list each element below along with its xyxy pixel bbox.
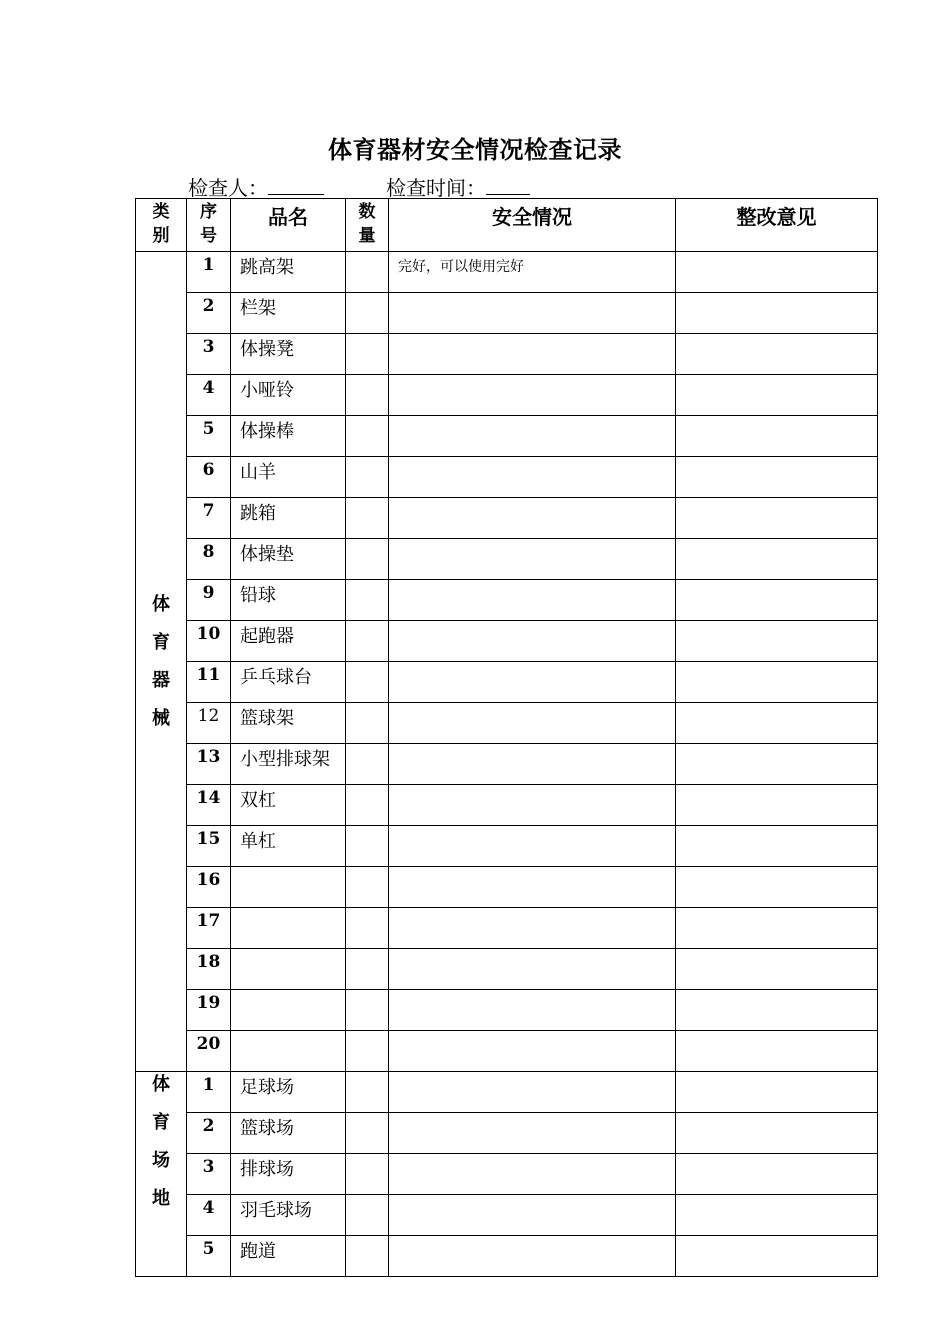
- table-row: [136, 662, 878, 703]
- safety-status-cell[interactable]: [389, 498, 676, 539]
- safety-status-cell[interactable]: [389, 744, 676, 785]
- quantity-cell[interactable]: [346, 334, 389, 375]
- rectification-cell[interactable]: [676, 1195, 878, 1236]
- quantity-cell[interactable]: [346, 1072, 389, 1113]
- rectification-cell[interactable]: [676, 744, 878, 785]
- rectification-cell[interactable]: [676, 1236, 878, 1277]
- safety-status-cell[interactable]: [389, 949, 676, 990]
- inspection-time-label: 检查时间：: [386, 176, 486, 200]
- quantity-cell[interactable]: [346, 1031, 389, 1072]
- item-name-cell[interactable]: 乒乓球台: [231, 662, 346, 703]
- safety-status-cell[interactable]: [389, 334, 676, 375]
- safety-status-cell[interactable]: [389, 293, 676, 334]
- table-row: [136, 375, 878, 416]
- safety-status-cell[interactable]: [389, 375, 676, 416]
- item-name-cell[interactable]: 栏架: [231, 293, 346, 334]
- item-name-cell[interactable]: 跳箱: [231, 498, 346, 539]
- quantity-cell[interactable]: [346, 457, 389, 498]
- rectification-cell[interactable]: [676, 1072, 878, 1113]
- safety-status-cell[interactable]: [389, 1031, 676, 1072]
- header-safety: 安全情况: [389, 199, 676, 252]
- quantity-cell[interactable]: [346, 908, 389, 949]
- rectification-cell[interactable]: [676, 1154, 878, 1195]
- inspector-label: 检查人：: [188, 176, 268, 200]
- item-name-cell[interactable]: 起跑器: [231, 621, 346, 662]
- quantity-cell[interactable]: [346, 662, 389, 703]
- quantity-cell[interactable]: [346, 1154, 389, 1195]
- table-row: [136, 744, 878, 785]
- table-row: [136, 1154, 878, 1195]
- quantity-cell[interactable]: [346, 416, 389, 457]
- quantity-cell[interactable]: [346, 826, 389, 867]
- table-row: [136, 334, 878, 375]
- inspection-table: [135, 198, 878, 1277]
- seq-cell: 9: [187, 580, 231, 621]
- quantity-cell[interactable]: [346, 703, 389, 744]
- quantity-cell[interactable]: [346, 293, 389, 334]
- seq-cell: 13: [187, 744, 231, 785]
- seq-cell: 2: [187, 1113, 231, 1154]
- safety-status-cell[interactable]: 完好，可以使用完好: [389, 252, 676, 293]
- seq-cell: 19: [187, 990, 231, 1031]
- item-name-cell[interactable]: 羽毛球场: [231, 1195, 346, 1236]
- category-cell: [136, 1072, 187, 1277]
- seq-cell: 12: [187, 703, 231, 744]
- rectification-cell[interactable]: [676, 457, 878, 498]
- item-name-cell[interactable]: 篮球架: [231, 703, 346, 744]
- rectification-cell[interactable]: [676, 949, 878, 990]
- table-row: [136, 1072, 878, 1113]
- seq-cell: 17: [187, 908, 231, 949]
- safety-status-cell[interactable]: [389, 539, 676, 580]
- table-header-row: [136, 199, 878, 252]
- table-row: [136, 539, 878, 580]
- seq-cell: 15: [187, 826, 231, 867]
- quantity-cell[interactable]: [346, 744, 389, 785]
- rectification-cell[interactable]: [676, 580, 878, 621]
- item-name-cell[interactable]: 小哑铃: [231, 375, 346, 416]
- seq-cell: 10: [187, 621, 231, 662]
- safety-status-cell[interactable]: [389, 621, 676, 662]
- header-category: 类别: [136, 199, 187, 252]
- seq-cell: 6: [187, 457, 231, 498]
- safety-status-cell[interactable]: [389, 580, 676, 621]
- rectification-cell[interactable]: [676, 867, 878, 908]
- seq-cell: 1: [187, 1072, 231, 1113]
- rectification-cell[interactable]: [676, 498, 878, 539]
- item-name-cell[interactable]: 单杠: [231, 826, 346, 867]
- inspection-meta: [188, 172, 530, 201]
- safety-status-cell[interactable]: [389, 1072, 676, 1113]
- rectification-cell[interactable]: [676, 375, 878, 416]
- seq-cell: 4: [187, 1195, 231, 1236]
- quantity-cell[interactable]: [346, 375, 389, 416]
- rectification-cell[interactable]: [676, 539, 878, 580]
- item-name-cell[interactable]: 铅球: [231, 580, 346, 621]
- quantity-cell[interactable]: [346, 949, 389, 990]
- header-name: 品名: [231, 199, 346, 252]
- safety-status-cell[interactable]: [389, 1113, 676, 1154]
- item-name-cell[interactable]: [231, 908, 346, 949]
- rectification-cell[interactable]: [676, 252, 878, 293]
- seq-cell: 7: [187, 498, 231, 539]
- header-seq: 序号: [187, 199, 231, 252]
- rectification-cell[interactable]: [676, 703, 878, 744]
- item-name-cell[interactable]: 体操棒: [231, 416, 346, 457]
- seq-cell: 5: [187, 1236, 231, 1277]
- rectification-cell[interactable]: [676, 416, 878, 457]
- item-name-cell[interactable]: 跑道: [231, 1236, 346, 1277]
- quantity-cell[interactable]: [346, 539, 389, 580]
- item-name-cell[interactable]: 双杠: [231, 785, 346, 826]
- header-rectify: 整改意见: [676, 199, 878, 252]
- item-name-cell[interactable]: 小型排球架: [231, 744, 346, 785]
- rectification-cell[interactable]: [676, 662, 878, 703]
- safety-status-cell[interactable]: [389, 990, 676, 1031]
- item-name-cell[interactable]: 山羊: [231, 457, 346, 498]
- table-row: [136, 621, 878, 662]
- item-name-cell[interactable]: [231, 1031, 346, 1072]
- quantity-cell[interactable]: [346, 1195, 389, 1236]
- safety-status-cell[interactable]: [389, 1195, 676, 1236]
- item-name-cell[interactable]: 体操凳: [231, 334, 346, 375]
- rectification-cell[interactable]: [676, 990, 878, 1031]
- inspection-time-blank[interactable]: [486, 174, 530, 195]
- item-name-cell[interactable]: 篮球场: [231, 1113, 346, 1154]
- seq-cell: 18: [187, 949, 231, 990]
- category-label: 体育场地: [152, 1074, 170, 1209]
- safety-status-cell[interactable]: [389, 867, 676, 908]
- seq-cell: 3: [187, 1154, 231, 1195]
- safety-status-cell[interactable]: [389, 908, 676, 949]
- table-row: [136, 990, 878, 1031]
- rectification-cell[interactable]: [676, 334, 878, 375]
- table-row: [136, 826, 878, 867]
- quantity-cell[interactable]: [346, 990, 389, 1031]
- table-row: [136, 416, 878, 457]
- safety-status-cell[interactable]: [389, 457, 676, 498]
- rectification-cell[interactable]: [676, 826, 878, 867]
- seq-cell: 16: [187, 867, 231, 908]
- table-row: [136, 949, 878, 990]
- inspector-blank[interactable]: [268, 174, 324, 195]
- item-name-cell[interactable]: [231, 949, 346, 990]
- table-row: [136, 908, 878, 949]
- seq-cell: 3: [187, 334, 231, 375]
- header-qty: 数量: [346, 199, 389, 252]
- category-cell: [136, 252, 187, 1072]
- seq-cell: 14: [187, 785, 231, 826]
- table-row: [136, 252, 878, 293]
- item-name-cell[interactable]: 体操垫: [231, 539, 346, 580]
- rectification-cell[interactable]: [676, 1031, 878, 1072]
- table-row: [136, 293, 878, 334]
- seq-cell: 20: [187, 1031, 231, 1072]
- safety-status-cell[interactable]: [389, 703, 676, 744]
- table-row: [136, 703, 878, 744]
- quantity-cell[interactable]: [346, 252, 389, 293]
- item-name-cell[interactable]: [231, 990, 346, 1031]
- seq-cell: 5: [187, 416, 231, 457]
- seq-cell: 1: [187, 252, 231, 293]
- quantity-cell[interactable]: [346, 1236, 389, 1277]
- quantity-cell[interactable]: [346, 498, 389, 539]
- quantity-cell[interactable]: [346, 867, 389, 908]
- quantity-cell[interactable]: [346, 785, 389, 826]
- item-name-cell[interactable]: [231, 867, 346, 908]
- safety-status-cell[interactable]: [389, 1236, 676, 1277]
- table-row: [136, 1195, 878, 1236]
- quantity-cell[interactable]: [346, 580, 389, 621]
- rectification-cell[interactable]: [676, 908, 878, 949]
- rectification-cell[interactable]: [676, 785, 878, 826]
- rectification-cell[interactable]: [676, 293, 878, 334]
- table-row: [136, 1113, 878, 1154]
- rectification-cell[interactable]: [676, 1113, 878, 1154]
- seq-cell: 4: [187, 375, 231, 416]
- table-row: [136, 867, 878, 908]
- table-row: [136, 580, 878, 621]
- item-name-cell[interactable]: 跳高架: [231, 252, 346, 293]
- safety-status-cell[interactable]: [389, 826, 676, 867]
- table-row: [136, 1031, 878, 1072]
- quantity-cell[interactable]: [346, 621, 389, 662]
- table-row: [136, 498, 878, 539]
- seq-cell: 2: [187, 293, 231, 334]
- item-name-cell[interactable]: 排球场: [231, 1154, 346, 1195]
- seq-cell: 8: [187, 539, 231, 580]
- page-title: 体育器材安全情况检查记录: [328, 135, 622, 164]
- quantity-cell[interactable]: [346, 1113, 389, 1154]
- safety-status-cell[interactable]: [389, 785, 676, 826]
- table-row: [136, 1236, 878, 1277]
- table-row: [136, 785, 878, 826]
- safety-status-cell[interactable]: [389, 416, 676, 457]
- table-row: [136, 457, 878, 498]
- seq-cell: 11: [187, 662, 231, 703]
- safety-status-cell[interactable]: [389, 1154, 676, 1195]
- item-name-cell[interactable]: 足球场: [231, 1072, 346, 1113]
- category-label: 体育器械: [152, 593, 170, 729]
- rectification-cell[interactable]: [676, 621, 878, 662]
- safety-status-cell[interactable]: [389, 662, 676, 703]
